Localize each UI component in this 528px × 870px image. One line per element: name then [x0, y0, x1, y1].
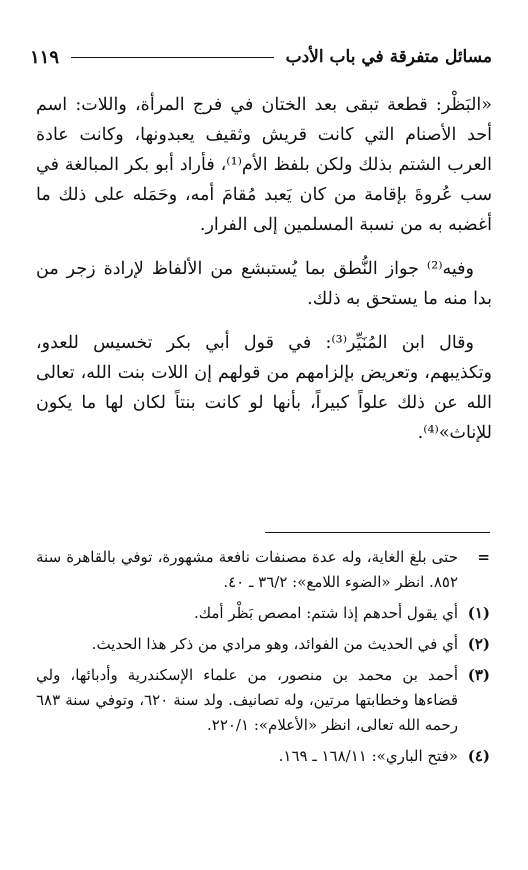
paragraph-2 — [36, 254, 492, 314]
footnote-text: أي في الحديث من الفوائد، وهو مرادي من ذكر هذا الحديث. — [91, 635, 458, 653]
footnote-separator — [265, 532, 490, 533]
page-number: ١١٩ — [30, 46, 60, 68]
footnote-marker: (٢) — [467, 635, 490, 653]
footnote-4 — [36, 744, 490, 769]
footnote-text: «فتح الباري»: ١٦٨/١١ ـ ١٦٩. — [278, 747, 458, 765]
footnote-1 — [36, 601, 490, 626]
footnote-text: حتى بلغ الغاية، وله عدة مصنفات نافعة مشهورة، توفي بالقاهرة سنة ٨٥٢. انظر «الضوء اللامع»: ٣٦/٢ ـ ٤٠. — [36, 548, 458, 591]
paragraph-text: وفيه⁽²⁾ جواز النُّطق بما يُستبشع من الألفاظ لإرادة زجر من بدا منه ما يستحق به ذلك. — [36, 259, 492, 309]
paragraph-text: وقال ابن المُنَيِّر⁽³⁾: في قول أبي بكر تخسيس للعدو، وتكذيبهم، وتعريض بإلزامهم من قولهم إن اللات بنت الله، تعالى الله عن ذلك علواً كبيراً، بأنها لو كانت بنتاً لكان لها ما يكون للإناث»⁽⁴⁾. — [36, 333, 492, 443]
footnote-2 — [36, 632, 490, 657]
footnote-marker: = — [477, 548, 490, 566]
header-rule — [71, 57, 274, 58]
main-text — [36, 90, 492, 448]
footnote-text: أحمد بن محمد بن منصور، من علماء الإسكندرية وأدبائها، ولي قضاءها وخطابتها مرتين، وله تصانيف. ولد سنة ٦٢٠، وتوفي سنة ٦٨٣ رحمه الله تعالى، انظر «الأعلام»: ٢٢٠/١. — [36, 666, 459, 734]
footnote-continuation — [36, 545, 490, 595]
footnote-3 — [36, 663, 490, 738]
footnote-marker: (٤) — [467, 747, 490, 765]
footnote-marker: (١) — [467, 604, 490, 622]
paragraph-1 — [36, 90, 492, 240]
footnote-text: أي يقول أحدهم إذا شتم: امصص بَظْر أمك. — [193, 604, 458, 622]
paragraph-text: «البَظْر: قطعة تبقى بعد الختان في فرج المرأة، واللات: اسم أحد الأصنام التي كانت قريش وثقيف يعبدونها، وكانت عادة العرب الشتم بذلك ولكن بلفظ الأم⁽¹⁾، فأراد أبو بكر المبالغة في سب عُروةَ بإقامة من كان يَعبد مُقامَ أمه، وحَمَله على ذلك ما أغضبه به من نسبة المسلمين إلى الفرار. — [36, 95, 492, 235]
paragraph-3 — [36, 328, 492, 448]
page-header — [30, 42, 492, 72]
running-title: مسائل متفرقة في باب الأدب — [285, 47, 492, 67]
footnote-marker: (٣) — [467, 666, 490, 684]
footnotes — [36, 545, 490, 775]
